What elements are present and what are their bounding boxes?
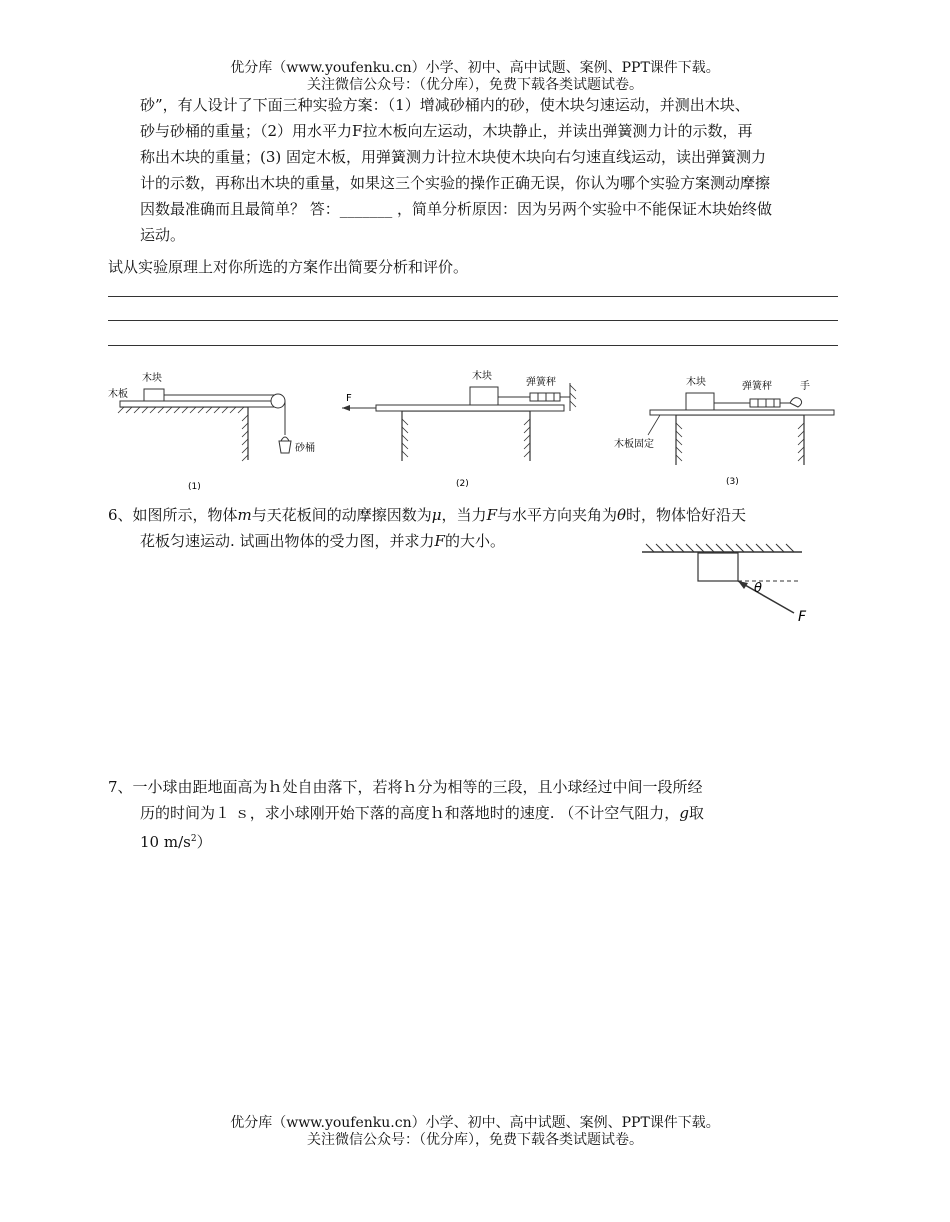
table-2 [402, 411, 530, 461]
header-line-1: 优分库（www.youfenku.cn）小学、初中、高中试题、案例、PPT课件下载。 [230, 60, 720, 76]
table-3 [676, 415, 804, 465]
q5-line-3: 称出木块的重量；(3) 固定木板，用弹簧测力计拉木块使木块向右匀速直线运动，读出弹簧测力 [140, 148, 767, 166]
block-3 [686, 393, 714, 410]
fig1-block-label: 木块 [142, 373, 162, 384]
q5-line-1: 砂”，有人设计了下面三种实验方案：（1）增减砂桶内的砂，使木块匀速运动，并测出木块、 [140, 96, 750, 114]
fig3-caption: (3) [726, 477, 739, 487]
theta-label: θ [754, 581, 762, 596]
fig3-hand-label: 手 [800, 381, 810, 392]
q7-line-1: 7、一小球由距地面高为ｈ处自由落下，若将ｈ分为相等的三段，且小球经过中间一段所经 [108, 778, 703, 796]
fig3-fixed-label: 木板固定 [614, 439, 654, 450]
spring-scale-2 [530, 393, 560, 401]
page-footer [0, 1115, 950, 1149]
force-label: F [798, 609, 807, 625]
fig1-bucket-label: 砂桶 [295, 443, 315, 454]
q5-line-6: 运动。 [140, 226, 186, 244]
q6-line-1: 6、如图所示，物体m与天花板间的动摩擦因数为μ，当力F与水平方向夹角为θ时，物体恰好沿天 [108, 506, 747, 524]
answer-line-3 [108, 345, 838, 346]
q5-line-5: 因数最准确而且最简单？ 答：_______ ，简单分析原因：因为另两个实验中不能保证木块始终做 [140, 200, 773, 218]
answer-line-1 [108, 296, 838, 297]
board-2 [376, 405, 564, 411]
figure-2-pull-board [330, 365, 590, 495]
fig2-scale-label: 弹簧秤 [526, 377, 556, 388]
figure-1-sand-bucket [100, 365, 315, 495]
hand-3 [790, 398, 802, 407]
pulley-1 [271, 394, 285, 408]
fig3-block-label: 木块 [686, 377, 706, 388]
q5-line-4: 计的示数，再称出木块的重量，如果这三个实验的操作正确无误，你认为哪个实验方案测动摩擦 [140, 174, 771, 192]
board-1 [120, 401, 280, 407]
object-box [698, 553, 738, 581]
q6-line-2: 花板匀速运动. 试画出物体的受力图，并求力F的大小。 [140, 532, 505, 550]
fig1-board-label: 木板 [108, 389, 128, 400]
q7-line-2: 历的时间为１ ｓ，求小球刚开始下落的高度ｈ和落地时的速度. （不计空气阻力，g取 [140, 804, 704, 822]
spring-scale-3 [750, 399, 780, 407]
table-1 [118, 407, 248, 461]
fig2-block-label: 木块 [472, 371, 492, 382]
fig1-caption: (1) [188, 482, 201, 492]
figure-3-fixed-board [610, 365, 840, 495]
block-1 [144, 389, 164, 401]
answer-line-2 [108, 320, 838, 321]
fig2-caption: (2) [456, 479, 469, 489]
fig2-force-label: F [346, 393, 352, 404]
block-2 [470, 387, 498, 405]
bucket-1 [279, 441, 291, 453]
page-header [0, 60, 950, 94]
footer-line-2: 关注微信公众号：（优分库），免费下载各类试题试卷。 [307, 1132, 643, 1148]
figure-q6-ceiling [630, 538, 820, 633]
header-line-2: 关注微信公众号：（优分库），免费下载各类试题试卷。 [307, 77, 643, 93]
q5-line-2: 砂与砂桶的重量；（2）用水平力F拉木板向左运动，木块静止，并读出弹簧测力计的示数，再 [140, 122, 753, 140]
q5-prompt: 试从实验原理上对你所选的方案作出简要分析和评价。 [108, 258, 469, 276]
footer-line-1: 优分库（www.youfenku.cn）小学、初中、高中试题、案例、PPT课件下载。 [230, 1115, 720, 1131]
q7-line-3: 10 $m/s^2$） [140, 833, 212, 851]
board-3 [650, 410, 834, 415]
fig3-scale-label: 弹簧秤 [742, 381, 772, 392]
